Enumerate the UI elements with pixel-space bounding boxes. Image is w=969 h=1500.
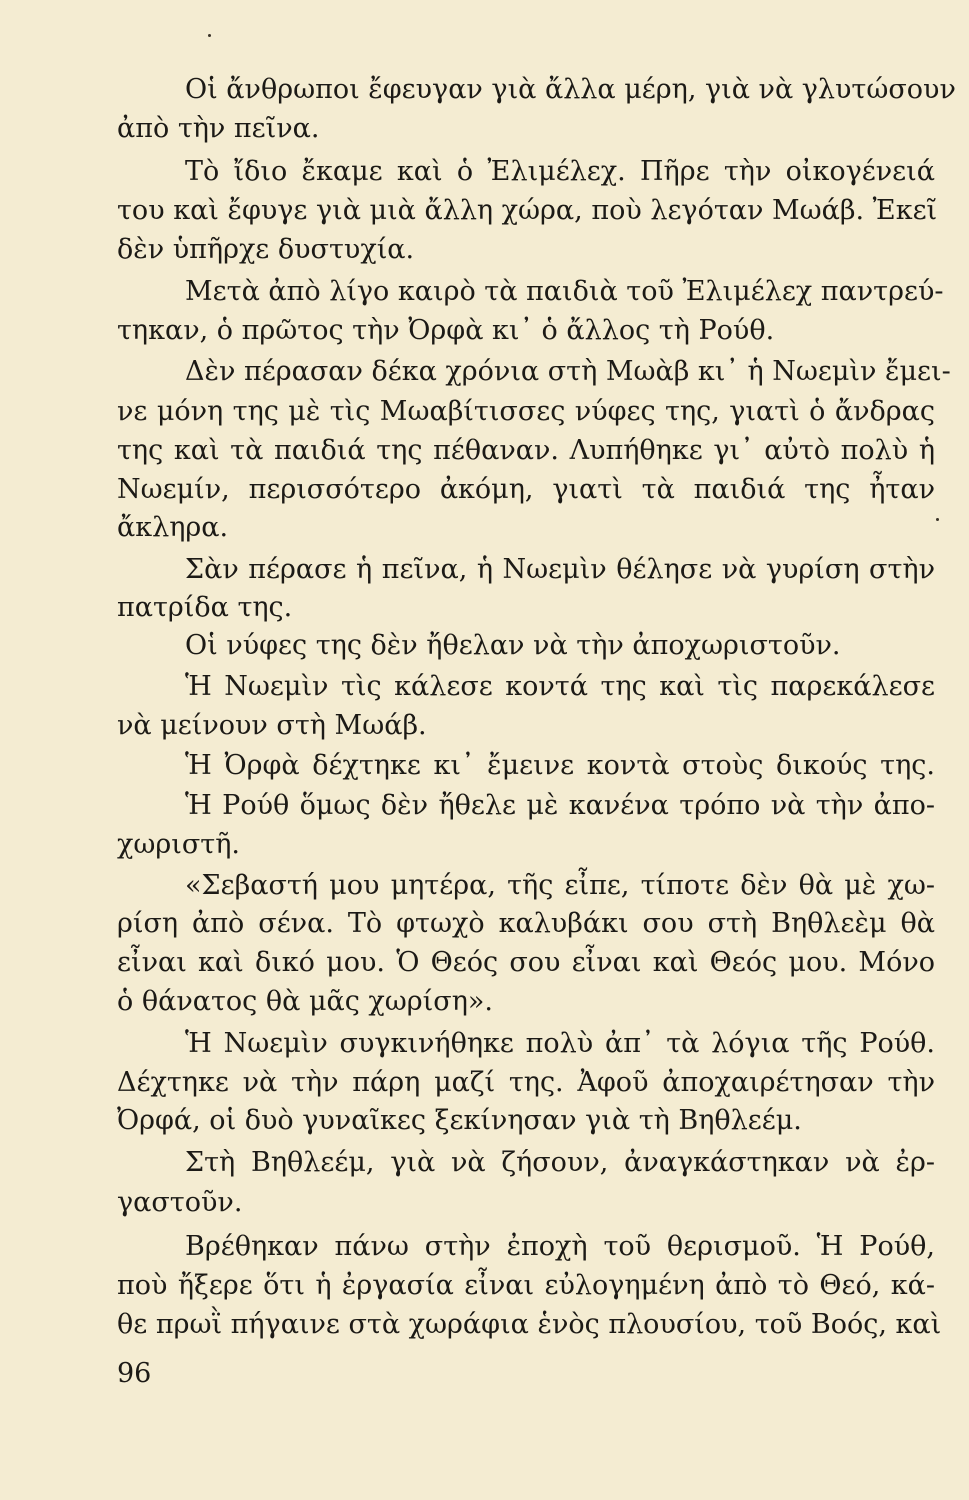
text-line: τηκαν, ὁ πρῶτος τὴν Ὀρφὰ κι᾿ ὁ ἄλλος τὴ Ρούθ. [117,315,775,346]
text-line: ἀπὸ τὴν πεῖνα. [117,113,320,144]
text-line: Σὰν πέρασε ἡ πεῖνα, ἡ Νωεμὶν θέλησε νὰ γυρίση στὴν [185,554,935,585]
text-line: Ἡ Νωεμὶν συγκινήθηκε πολὺ ἀπ᾿ τὰ λόγια τῆς Ρούθ. [185,1028,935,1059]
text-line: νὰ μείνουν στὴ Μωάβ. [117,710,427,741]
text-line: εἶναι καὶ δικό μου. Ὁ Θεός σου εἶναι καὶ Θεός μου. Μόνο [117,947,935,978]
text-line: Νωεμίν, περισσότερο ἀκόμη, γιατὶ τὰ παιδιά της ἦταν [117,474,935,505]
text-line: «Σεβαστή μου μητέρα, τῆς εἶπε, τίποτε δὲν θὰ μὲ χω- [185,870,935,901]
text-line: χωριστῆ. [117,829,240,860]
text-line: Στὴ Βηθλεέμ, γιὰ νὰ ζήσουν, ἀναγκάστηκαν νὰ ἐρ- [185,1147,935,1178]
page-number: 96 [117,1358,152,1389]
text-line: Οἱ ἄνθρωποι ἔφευγαν γιὰ ἄλλα μέρη, γιὰ νὰ γλυτώσουν [185,74,956,105]
text-line: Ἡ Ρούθ ὅμως δὲν ἤθελε μὲ κανένα τρόπο νὰ τὴν ἀπο- [185,790,935,821]
text-line: Οἱ νύφες της δὲν ἤθελαν νὰ τὴν ἀποχωριστοῦν. [185,630,841,661]
text-line: Δὲν πέρασαν δέκα χρόνια στὴ Μωὰβ κι᾿ ἡ Νωεμὶν ἔμει- [185,356,951,387]
text-line: ὁ θάνατος θὰ μᾶς χωρίση». [117,986,493,1017]
text-line: Ἡ Νωεμὶν τὶς κάλεσε κοντά της καὶ τὶς παρεκάλεσε [185,671,935,702]
text-line: ποὺ ἤξερε ὅτι ἡ ἐργασία εἶναι εὐλογημένη ἀπὸ τὸ Θεό, κά- [117,1270,935,1301]
text-line: νε μόνη της μὲ τὶς Μωαβίτισσες νύφες της, γιατὶ ὁ ἄνδρας [117,396,935,427]
text-line: Τὸ ἴδιο ἔκαμε καὶ ὁ Ἐλιμέλεχ. Πῆρε τὴν οἰκογένειά [185,156,935,187]
text-line: ρίση ἀπὸ σένα. Τὸ φτωχὸ καλυβάκι σου στὴ Βηθλεὲμ θὰ [117,908,935,939]
print-speck [936,518,939,521]
text-line: της καὶ τὰ παιδιά της πέθαναν. Λυπήθηκε γι᾿ αὐτὸ πολὺ ἡ [117,435,935,466]
text-line: του καὶ ἔφυγε γιὰ μιὰ ἄλλη χώρα, ποὺ λεγόταν Μωάβ. Ἐκεῖ [117,195,938,226]
text-line: Μετὰ ἀπὸ λίγο καιρὸ τὰ παιδιὰ τοῦ Ἐλιμέλεχ παντρεύ- [185,276,944,307]
text-line: Ἡ Ὀρφὰ δέχτηκε κι᾿ ἔμεινε κοντὰ στοὺς δικούς της. [185,750,935,781]
text-line: Δέχτηκε νὰ τὴν πάρη μαζί της. Ἀφοῦ ἀποχαιρέτησαν τὴν [117,1067,935,1098]
text-line: θε πρωῒ πήγαινε στὰ χωράφια ἑνὸς πλουσίου, τοῦ Βοός, καὶ [117,1309,942,1340]
text-line: δὲν ὑπῆρχε δυστυχία. [117,234,415,265]
text-line: Ὀρφά, οἱ δυὸ γυναῖκες ξεκίνησαν γιὰ τὴ Βηθλεέμ. [117,1105,802,1136]
text-line: Βρέθηκαν πάνω στὴν ἐποχὴ τοῦ θερισμοῦ. Ἡ Ρούθ, [185,1231,935,1262]
print-speck [208,34,211,37]
text-line: ἄκληρα. [117,512,229,543]
text-line: πατρίδα της. [117,592,293,623]
text-line: γαστοῦν. [117,1187,243,1218]
